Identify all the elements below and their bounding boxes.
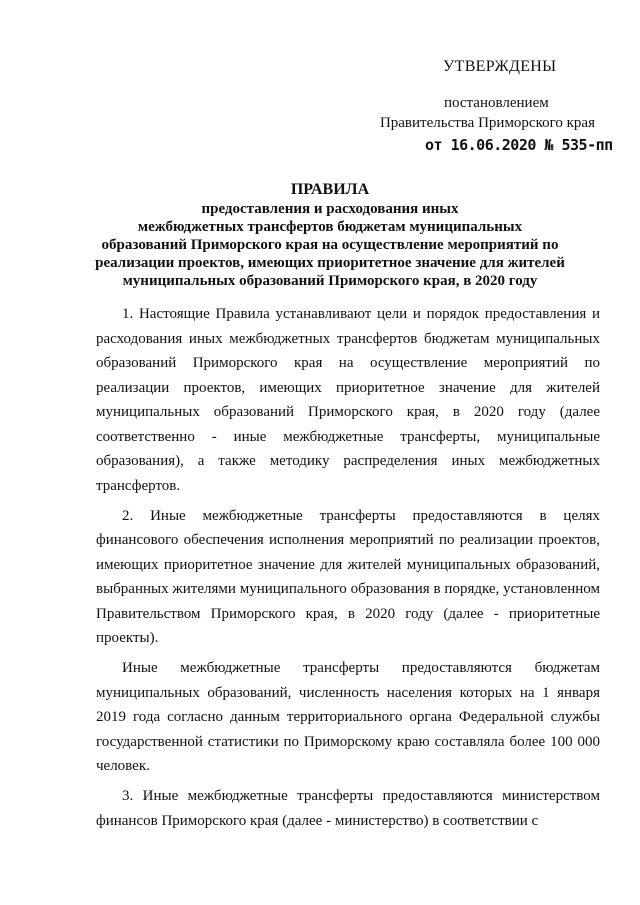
paragraph-2: 2. Иные межбюджетные трансферты предоставляются в целях финансового обеспечения исполнения мероприятий по реализации проектов, имеющих приоритетное значение для жителей муниципальных образований, выбранных жителями муниципального образования в порядке, установленном Правительством Приморского края, в 2020 году (далее - приоритетные проекты).	[96, 507, 600, 646]
paragraph-4: 3. Иные межбюджетные трансферты предоставляются министерством финансов Приморского края (далее - министерство) в соответствии с	[96, 788, 600, 829]
title-line: реализации проектов, имеющих приоритетное значение для жителей	[95, 255, 565, 271]
title-line: образований Приморского края на осуществление мероприятий по	[101, 237, 559, 253]
title-main: ПРАВИЛА	[290, 181, 370, 198]
title-line: межбюджетных трансфертов бюджетам муниципальных	[137, 219, 523, 235]
title-line: муниципальных образований Приморского края, в 2020 году	[122, 273, 538, 289]
approval-title: УТВЕРЖДЕНЫ	[443, 58, 557, 75]
document-title	[60, 180, 600, 290]
title-line: предоставления и расходования иных	[201, 201, 459, 217]
approval-government: Правительства Приморского края	[379, 115, 595, 131]
paragraph-1: 1. Настоящие Правила устанавливают цели и порядок предоставления и расходования иных межбюджетных трансфертов бюджетам муниципальных образований Приморского края на осуществление мероприятий по реализации проектов, имеющих приоритетное значение для жителей муниципальных образований Приморского края, в 2020 году (далее соответственно - иные межбюджетные трансферты, муниципальные образования), а также методику распределения иных межбюджетных трансфертов.	[96, 306, 600, 494]
paragraph-3: Иные межбюджетные трансферты предоставляются бюджетам муниципальных образований, численность населения которых на 1 января 2019 года согласно данным территориального органа Федеральной службы государственной статистики по Приморскому краю составляла более 100 000 человек.	[96, 660, 600, 774]
approval-resolution: постановлением	[444, 95, 549, 111]
approval-date-number: от 16.06.2020 № 535-пп	[425, 136, 613, 154]
document-body	[96, 302, 600, 839]
